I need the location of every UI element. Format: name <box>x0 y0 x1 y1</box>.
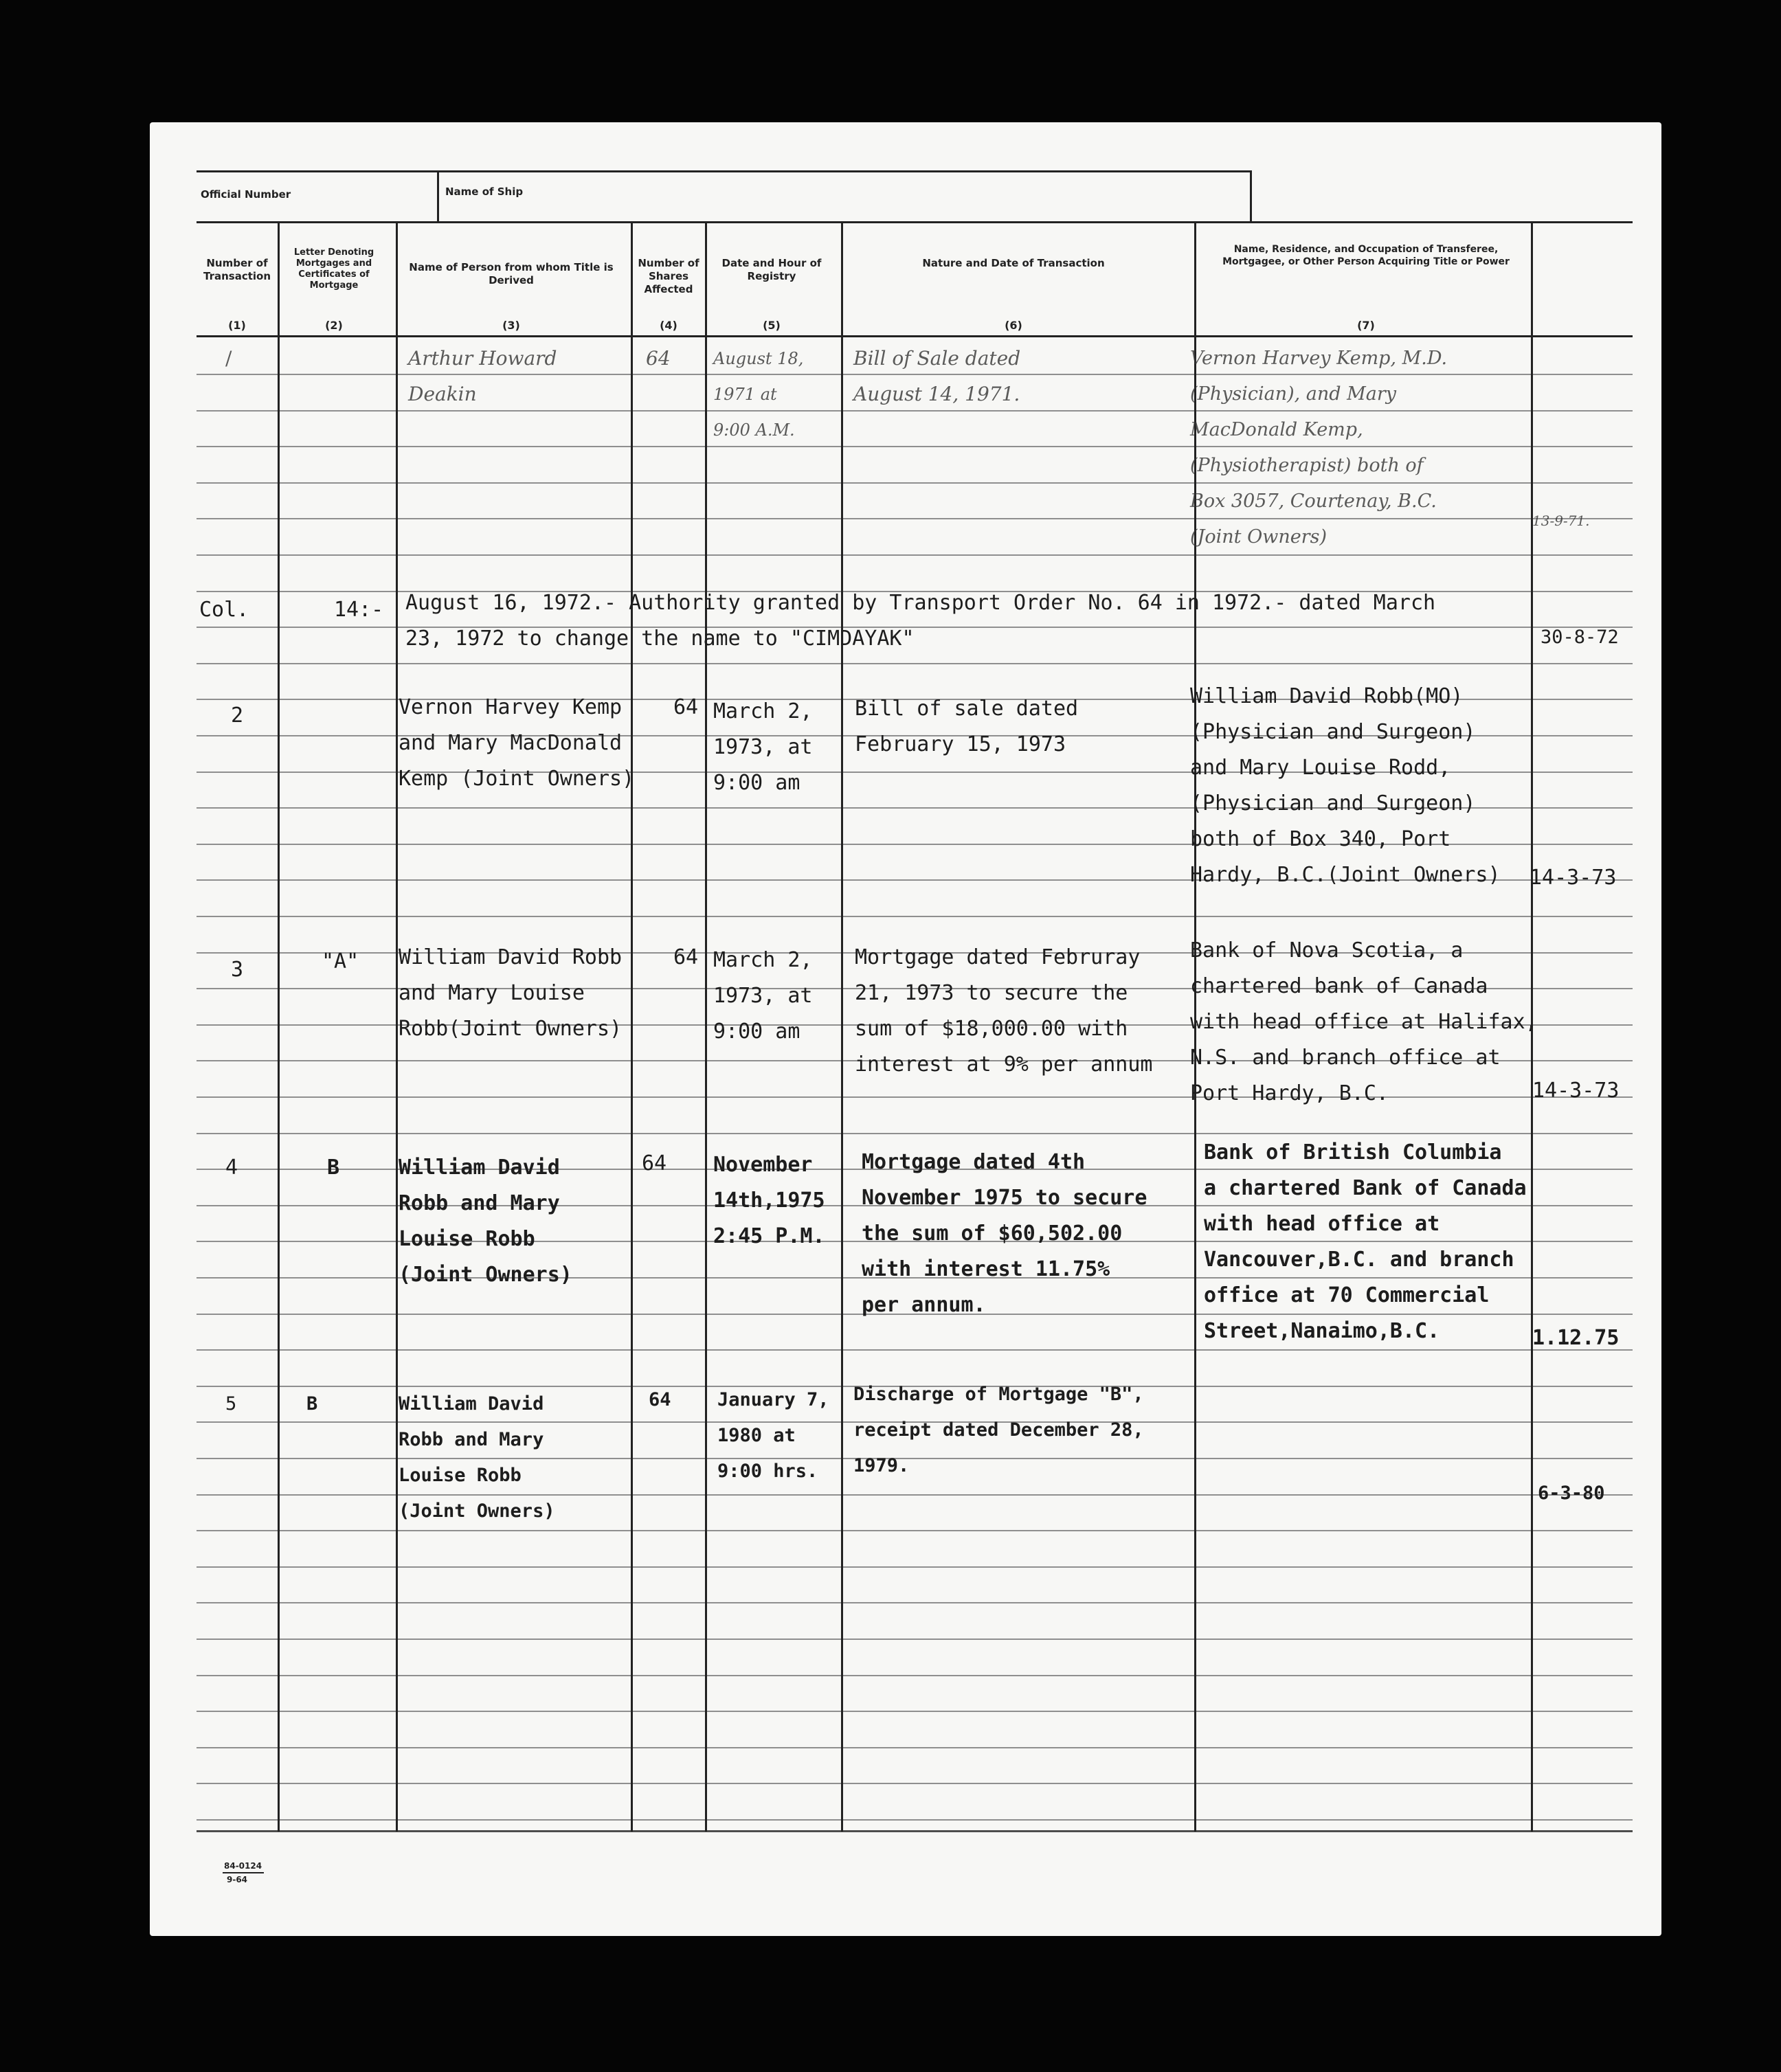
ruled-line <box>197 1602 1633 1603</box>
ruled-line <box>197 1819 1633 1821</box>
col-header-3: Name of Person from whom Title is Derived <box>409 261 614 286</box>
entry2-to: William David Robb(MO) (Physician and Surgeon) and Mary Louise Rodd, (Physician and Surgeon) both of Box 340, Port Hardy, B.C.(Joint Owners) <box>1190 684 1501 887</box>
column-divider <box>705 221 707 1832</box>
entry4-date: November 14th,1975 2:45 P.M. <box>713 1153 825 1248</box>
entry5-number: 5 <box>225 1393 237 1415</box>
entry4-stamp: 1.12.75 <box>1532 1326 1620 1350</box>
entry2-date: March 2, 1973, at 9:00 am <box>713 699 813 795</box>
ruled-line <box>197 1639 1633 1640</box>
col-num-4: (4) <box>660 319 677 332</box>
entry5-date: January 7, 1980 at 9:00 hrs. <box>717 1389 829 1482</box>
column-divider <box>396 221 398 1832</box>
entry4-to: Bank of British Columbia a chartered Bank of Canada with head office at Vancouver,B.C. and branch office at 70 Commercial Street,Nanaimo,B.C. <box>1204 1140 1527 1343</box>
ruled-line <box>197 1530 1633 1531</box>
entry1-date: August 18, 1971 at 9:00 A.M. <box>713 349 804 440</box>
ruled-line <box>197 1349 1633 1351</box>
entry4-from: William David Robb and Mary Louise Robb (Joint Owners) <box>399 1156 572 1287</box>
entry4-nature: Mortgage dated 4th November 1975 to secure the sum of $60,502.00 with interest 11.75% per annum. <box>862 1150 1147 1317</box>
ruled-line <box>197 1566 1633 1568</box>
col-header-2: Letter Denoting Mortgages and Certificates of Mortgage <box>293 247 374 291</box>
ruled-line <box>197 663 1633 664</box>
column-divider <box>841 221 843 1832</box>
entry2-number: 2 <box>231 703 244 728</box>
entry1-nature: Bill of Sale dated August 14, 1971. <box>853 347 1021 405</box>
entry5-shares: 64 <box>649 1389 671 1410</box>
col-num-7: (7) <box>1357 319 1375 332</box>
ruled-line <box>197 916 1633 917</box>
entry5-letter: B <box>306 1393 318 1415</box>
ruled-line <box>197 1711 1633 1712</box>
col-num-2: (2) <box>325 319 343 332</box>
col14-text: August 16, 1972.- Authority granted by Transport Order No. 64 in 1972.- dated March 23, 1972 to change the name to "CIMDAYAK" <box>405 591 1436 651</box>
col14-stamp: 30-8-72 <box>1541 627 1619 648</box>
official-number-label: Official Number <box>201 188 291 201</box>
header-bottom-rule <box>197 335 1633 337</box>
col14-label: Col. <box>199 598 249 622</box>
entry5-from: William David Robb and Mary Louise Robb (Joint Owners) <box>399 1393 555 1522</box>
entry4-letter: B <box>327 1156 340 1180</box>
entry5-stamp: 6-3-80 <box>1538 1483 1605 1504</box>
col14-num: 14:- <box>334 598 384 622</box>
ruled-line <box>197 1783 1633 1784</box>
col-num-6: (6) <box>1005 319 1022 332</box>
col-num-3: (3) <box>502 319 520 332</box>
col-header-6: Nature and Date of Transaction <box>922 257 1105 269</box>
entry5-nature: Discharge of Mortgage "B", receipt dated December 28, 1979. <box>853 1384 1144 1476</box>
entry3-number: 3 <box>231 958 244 982</box>
entry2-from: Vernon Harvey Kemp and Mary MacDonald Kemp (Joint Owners) <box>399 695 635 791</box>
entry3-letter: "A" <box>322 949 359 973</box>
col-header-1: Number of Transaction <box>203 257 271 282</box>
ship-name-box <box>437 170 1252 223</box>
ruled-line <box>197 1675 1633 1676</box>
form-date: 9-64 <box>227 1875 248 1884</box>
entry1-stamp: 13-9-71. <box>1532 513 1590 529</box>
entry2-shares: 64 <box>673 695 699 719</box>
entry3-date: March 2, 1973, at 9:00 am <box>713 948 813 1044</box>
col-num-1: (1) <box>228 319 246 332</box>
entry1-from: Arthur Howard Deakin <box>408 347 557 405</box>
table-bottom-rule <box>197 1830 1633 1832</box>
col-num-5: (5) <box>763 319 781 332</box>
col-header-4: Number of Shares Affected <box>638 257 699 295</box>
form-code-divider <box>223 1872 264 1873</box>
entry1-shares: 64 <box>646 347 671 370</box>
entry2-stamp: 14-3-73 <box>1530 866 1617 890</box>
col-header-7: Name, Residence, and Occupation of Transferee, Mortgagee, or Other Person Acquiring Title or Power <box>1222 244 1510 267</box>
entry1-number: / <box>225 347 232 370</box>
entry3-from: William David Robb and Mary Louise Robb(Joint Owners) <box>399 945 623 1041</box>
entry4-shares: 64 <box>642 1151 667 1175</box>
entry2-nature: Bill of sale dated February 15, 1973 <box>855 697 1079 756</box>
ship-name-label: Name of Ship <box>445 185 524 198</box>
ruled-line <box>197 1747 1633 1748</box>
register-page <box>150 122 1661 1936</box>
form-code: 84-0124 <box>224 1861 262 1871</box>
entry3-to: Bank of Nova Scotia, a chartered bank of Canada with head office at Halifax, N.S. and branch office at Port Hardy, B.C. <box>1190 938 1538 1105</box>
column-divider <box>631 221 633 1832</box>
entry3-stamp: 14-3-73 <box>1532 1079 1620 1103</box>
header-top-rule <box>197 221 1633 223</box>
col-header-5: Date and Hour of Registry <box>721 257 822 282</box>
entry3-nature: Mortgage dated Februray 21, 1973 to secure the sum of $18,000.00 with interest at 9% per annum <box>855 945 1153 1077</box>
entry3-shares: 64 <box>673 945 699 969</box>
entry4-number: 4 <box>225 1156 238 1180</box>
ruled-line <box>197 1133 1633 1134</box>
column-divider <box>278 221 280 1832</box>
entry1-to: Vernon Harvey Kemp, M.D. (Physician), and Mary MacDonald Kemp, (Physiotherapist) both of Box 3057, Courtenay, B.C. (Joint Owners) <box>1190 348 1448 548</box>
